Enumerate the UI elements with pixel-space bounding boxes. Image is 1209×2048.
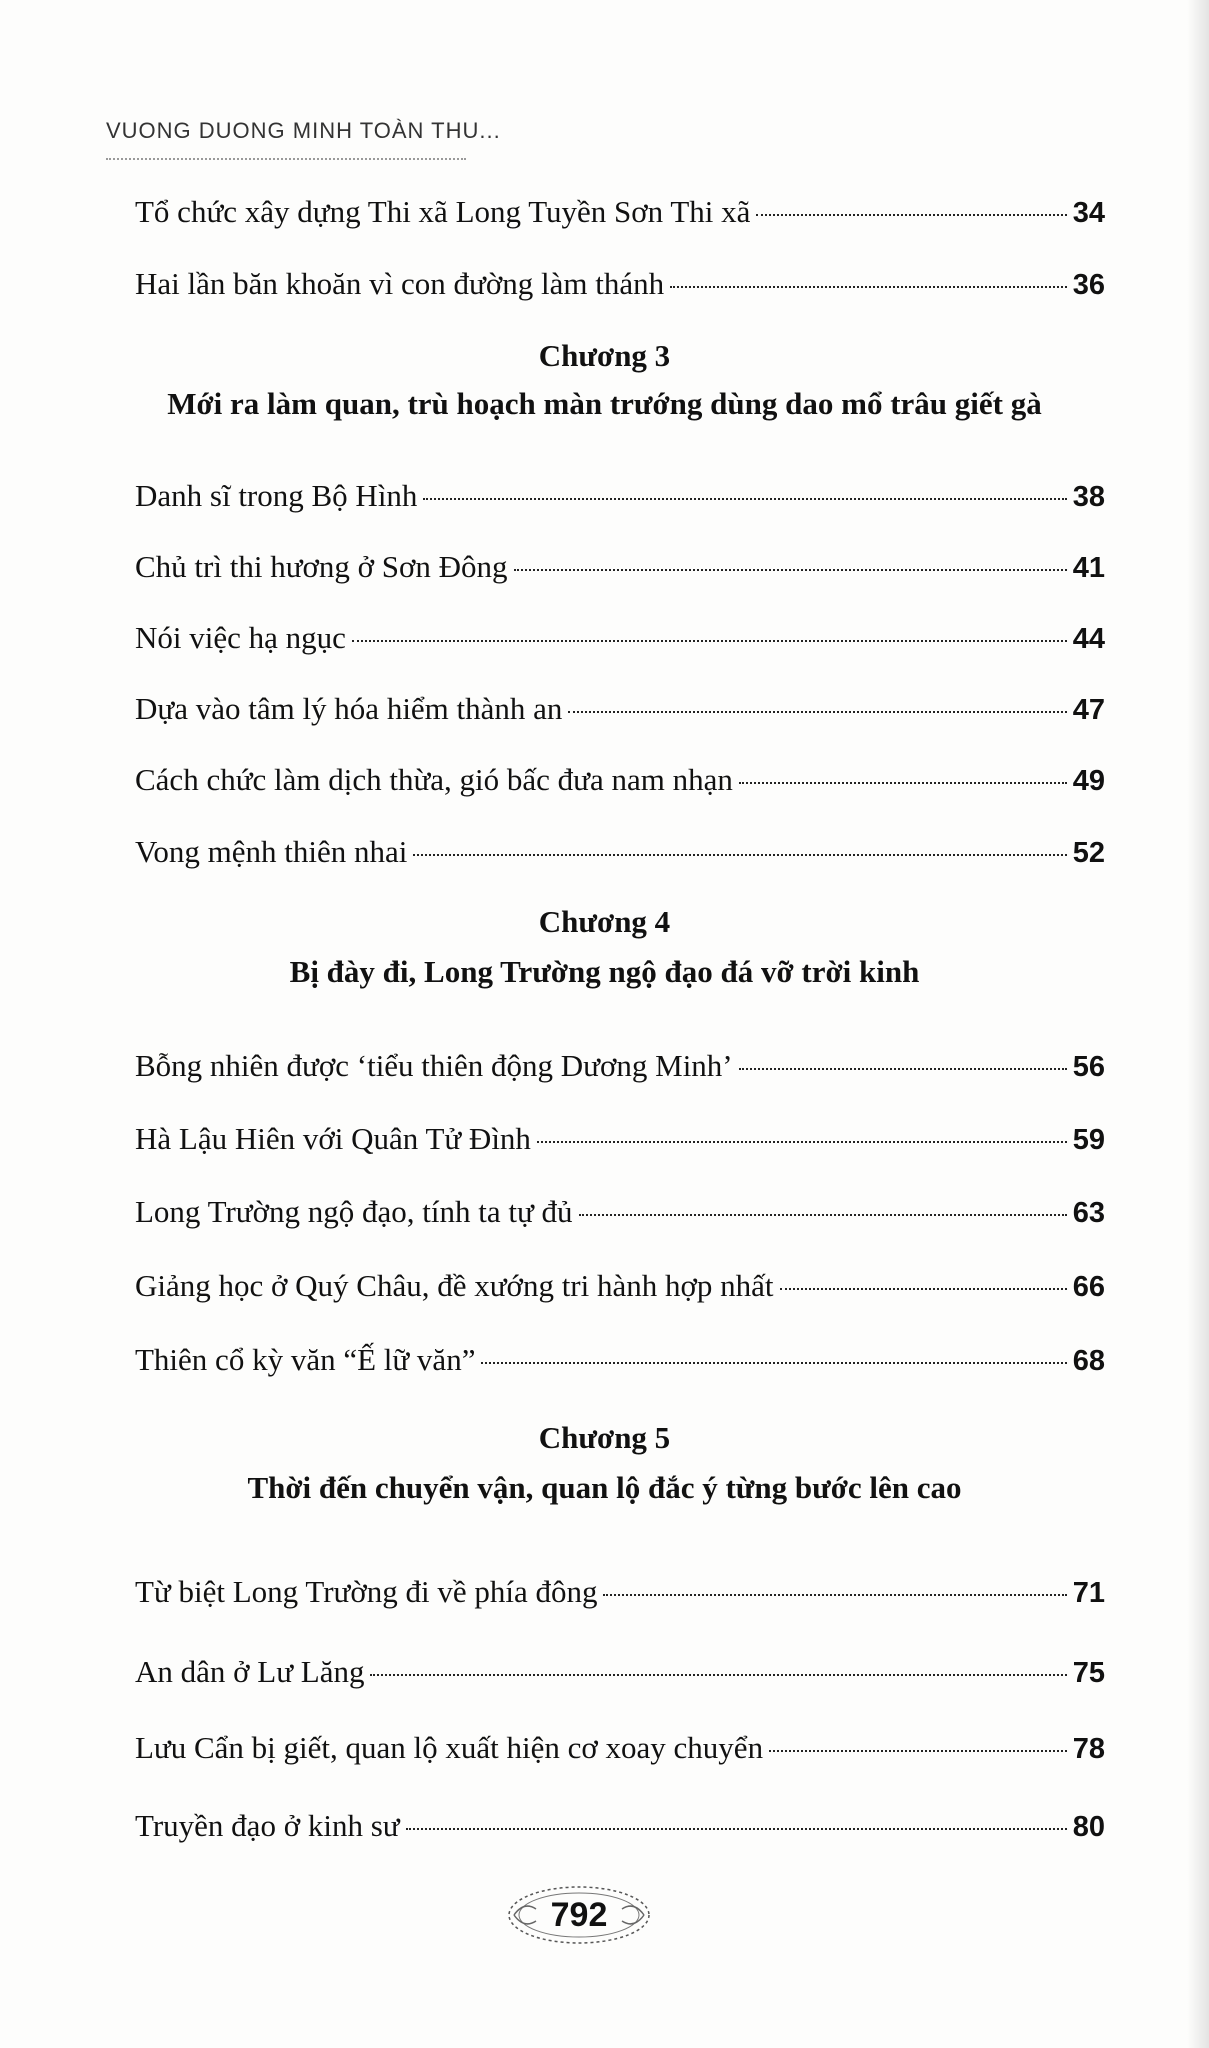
toc-entry-page: 66 [1072,1271,1105,1303]
toc-entry-page: 34 [1072,197,1105,229]
page-number-ornament [504,1882,654,1948]
dot-leader [406,1828,1067,1830]
toc-entry [135,474,1105,518]
toc-entry [135,262,1105,306]
toc-entry-title: Thiên cổ kỳ văn “Ế lữ văn” [135,1342,476,1377]
toc-entry-page: 63 [1072,1197,1105,1229]
toc-entry-page: 36 [1072,269,1105,301]
running-header: VUONG DUONG MINH TOÀN THU... [106,118,501,143]
toc-entry-title: Lưu Cẩn bị giết, quan lộ xuất hiện cơ xoay chuyển [135,1730,764,1765]
toc-entry-page: 80 [1072,1811,1105,1843]
toc-entry [135,1264,1105,1308]
toc-entry [135,830,1105,874]
toc-entry [135,687,1105,731]
toc-entry-page: 47 [1072,694,1105,726]
chapter-label: Chương 4 [538,904,671,939]
dot-leader [481,1362,1066,1364]
page-number: 792 [550,1896,608,1934]
chapter-title: Thời đến chuyển vận, quan lộ đắc ý từng bước lên cao [247,1470,962,1505]
toc-entry-page: 56 [1072,1051,1105,1083]
toc-entry-title: Dựa vào tâm lý hóa hiểm thành an [135,691,563,726]
chapter-title: Bị đày đi, Long Trường ngộ đạo đá vỡ trời kinh [289,954,920,989]
toc-entry [135,1804,1105,1848]
toc-entry-title: An dân ở Lư Lăng [135,1654,365,1689]
toc-entry [135,1117,1105,1161]
chapter-label: Chương 5 [538,1420,671,1455]
dot-leader [670,286,1067,288]
toc-entry [135,1044,1105,1088]
toc-entry-title: Giảng học ở Quý Châu, đề xướng tri hành hợp nhất [135,1268,774,1303]
toc-entry-title: Hai lần băn khoăn vì con đường làm thánh [135,266,665,301]
toc-entry [135,190,1105,234]
toc-entry-title: Truyền đạo ở kinh sư [135,1808,400,1843]
dot-leader [756,214,1066,216]
dot-leader [739,782,1067,784]
toc-entry [135,545,1105,589]
header-rule [106,158,466,160]
toc-entry-page: 75 [1072,1657,1105,1689]
chapter-label: Chương 3 [538,338,671,373]
toc-entry-title: Long Trường ngộ đạo, tính ta tự đủ [135,1194,573,1229]
toc-entry [135,758,1105,802]
dot-leader [423,498,1066,500]
dot-leader [514,569,1067,571]
toc-entry-title: Tổ chức xây dựng Thi xã Long Tuyền Sơn Thi xã [135,194,751,229]
toc-entry-title: Chủ trì thi hương ở Sơn Đông [135,549,508,584]
toc-entry-page: 41 [1072,552,1105,584]
toc-entry [135,1338,1105,1382]
toc-entry-page: 78 [1072,1733,1105,1765]
toc-entry-page: 38 [1072,481,1105,513]
dot-leader [579,1214,1067,1216]
toc-entry-title: Nói việc hạ ngục [135,620,346,655]
toc-entry-page: 52 [1072,837,1105,869]
toc-entry-page: 44 [1072,623,1105,655]
toc-entry-title: Hà Lậu Hiên với Quân Tử Đình [135,1121,531,1156]
dot-leader [780,1288,1067,1290]
dot-leader [537,1141,1067,1143]
toc-entry [135,1650,1105,1694]
dot-leader [603,1594,1066,1596]
toc-entry [135,1190,1105,1234]
toc-entry [135,1570,1105,1614]
page-edge-shadow [1187,0,1209,2048]
dot-leader [370,1674,1066,1676]
toc-entry-page: 71 [1072,1577,1105,1609]
toc-entry-title: Bỗng nhiên được ‘tiểu thiên động Dương Minh’ [135,1048,733,1083]
toc-entry-title: Vong mệnh thiên nhai [135,834,408,869]
dot-leader [413,854,1066,856]
dot-leader [769,1750,1067,1752]
toc-entry [135,1726,1105,1770]
toc-entry [135,616,1105,660]
toc-entry-page: 68 [1072,1345,1105,1377]
dot-leader [568,711,1066,713]
toc-entry-title: Cách chức làm dịch thừa, gió bấc đưa nam nhạn [135,762,733,797]
dot-leader [739,1068,1067,1070]
toc-entry-page: 49 [1072,765,1105,797]
toc-entry-title: Từ biệt Long Trường đi về phía đông [135,1574,598,1609]
chapter-title: Mới ra làm quan, trù hoạch màn trướng dùng dao mổ trâu giết gà [167,386,1042,421]
dot-leader [352,640,1067,642]
toc-entry-title: Danh sĩ trong Bộ Hình [135,478,418,513]
toc-entry-page: 59 [1072,1124,1105,1156]
